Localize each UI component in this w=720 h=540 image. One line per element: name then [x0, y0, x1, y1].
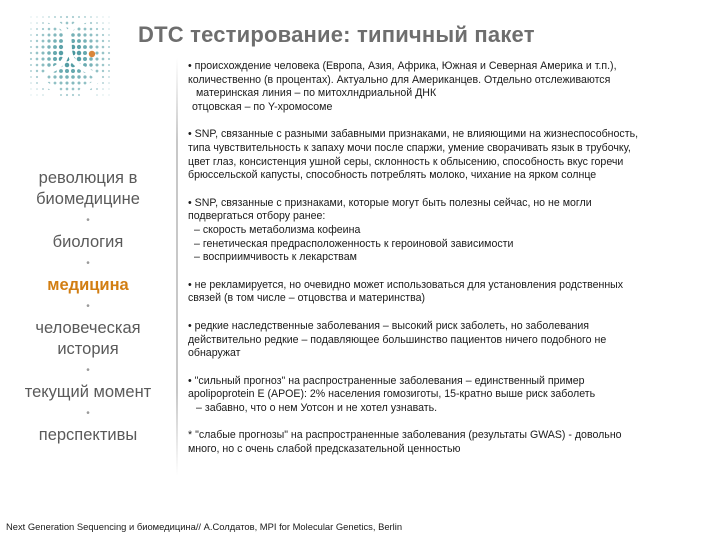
logo-dot [36, 16, 37, 17]
text-line: отцовская – по Y-хромосоме [192, 100, 333, 113]
logo-dot [53, 45, 57, 49]
sidebar-item-medicine[interactable]: медицина [47, 276, 129, 294]
logo-accent-dot [89, 51, 95, 57]
logo-dot [83, 45, 87, 49]
text-line: • происхождение человека (Европа, Азия, Африка, Южная и Северная Америка и т.п.), [188, 60, 617, 72]
logo-dot [77, 45, 81, 49]
sidebar-item-label-line-2: биомедицине [36, 190, 140, 208]
logo-dot [59, 45, 63, 49]
logo-dot [102, 34, 104, 36]
logo-dot [72, 16, 74, 18]
logo-dot [78, 16, 80, 18]
logo-dot [71, 81, 74, 84]
text-line: количественно (в процентах). Актуально для Американцев. Отдельно отслеживаются [188, 73, 611, 86]
bullet-kinship [188, 279, 710, 306]
logo-dot [30, 28, 32, 30]
content-body [188, 60, 710, 471]
sub-item: – генетическая предрасположенность к героиновой зависимости [194, 237, 514, 250]
logo-dot [42, 94, 44, 96]
logo-dot [41, 45, 44, 48]
logo-dot [102, 58, 105, 61]
logo-dot [102, 16, 103, 17]
logo-dot [59, 33, 62, 36]
logo-dot [65, 75, 69, 79]
logo-dot [96, 88, 98, 90]
footer-credit: Next Generation Sequencing и биомедицина// А.Солдатов, MPI for Molecular Genetics, Berlin [6, 521, 403, 532]
logo-dot [41, 51, 44, 54]
logo-dot [60, 88, 63, 91]
logo-dot [89, 39, 92, 42]
page-title: DTC тестирование: типичный пакет [138, 22, 535, 47]
logo-dot [53, 57, 57, 61]
logo-dot [90, 16, 92, 18]
logo-dot [96, 22, 98, 24]
sidebar-item-current-moment[interactable]: текущий момент [24, 383, 152, 401]
logo-dot [36, 34, 38, 36]
logo-dot [30, 22, 31, 23]
logo-dot [90, 28, 93, 31]
bullet-fun-snp [188, 128, 710, 182]
logo-dot [108, 94, 109, 95]
sidebar-separator: • [86, 258, 90, 269]
logo-dot [42, 16, 44, 18]
logo-dot [53, 51, 57, 55]
logo-dot [30, 46, 32, 48]
logo-dot [108, 52, 110, 54]
sidebar-nav [8, 168, 168, 446]
logo-dot [71, 75, 75, 79]
logo-dot [59, 39, 63, 43]
logo-dot [36, 70, 38, 72]
logo-dot [108, 76, 110, 78]
logo-dot [30, 94, 31, 95]
logo-dot [95, 45, 98, 48]
sidebar-separator: • [86, 301, 90, 312]
logo-dot [96, 70, 99, 73]
logo-dot [108, 22, 109, 23]
logo-dot [36, 22, 38, 24]
logo-dot [108, 46, 110, 48]
logo-dot [108, 28, 110, 30]
logo-dot [102, 94, 103, 95]
logo-dot [65, 81, 68, 84]
text-line: брюссельской капусты, способность потреблять молоко, чихание на ярком солнце [188, 169, 597, 182]
logo-dot [59, 81, 62, 84]
text-line: подвергаться отбору ранее: [188, 210, 326, 223]
logo-dot [95, 51, 98, 54]
logo-dot [83, 33, 86, 36]
logo-dot [59, 69, 63, 73]
sidebar-item-revolution[interactable] [8, 168, 168, 210]
logo-dot [77, 81, 80, 84]
logo-dot [30, 64, 32, 66]
logo-dot [30, 52, 32, 54]
logo-dot [66, 94, 68, 96]
text-line: • "сильный прогноз" на распространенные заболевания – единственный пример [188, 374, 585, 387]
logo-dot [36, 94, 37, 95]
logo-dot [108, 70, 110, 72]
logo-dot [102, 70, 104, 72]
text-line: много, но с очень слабой предсказательной ценностью [188, 443, 461, 456]
logo-dot [47, 39, 50, 42]
logo-dot [66, 88, 69, 91]
text-line: цвет глаз, консистенция ушной серы, склонность к облысению, способность вкус горечи [188, 155, 624, 168]
logo-dot [53, 75, 56, 78]
logo-dot [78, 94, 80, 96]
logo-dot [42, 88, 44, 90]
logo-dot [96, 40, 99, 43]
logo-dot [53, 33, 56, 36]
logo-dot [102, 28, 104, 30]
sidebar-item-label-line-1: человеческая [35, 319, 141, 337]
logo-dot [30, 88, 31, 89]
logo-dot [95, 57, 98, 60]
sidebar-separator: • [86, 408, 90, 419]
logo-dot [60, 16, 62, 18]
logo-dot [36, 76, 38, 78]
logo-dot [102, 82, 104, 84]
sidebar-separator: • [86, 365, 90, 376]
logo-dot [36, 82, 38, 84]
sidebar-item-biology[interactable]: биология [52, 233, 124, 251]
logo-dot [108, 58, 110, 60]
logo-dot [54, 16, 56, 18]
sidebar-item-perspectives[interactable]: перспективы [38, 426, 138, 444]
logo-dot [96, 94, 98, 96]
logo-dot [54, 82, 57, 85]
text-line: * "слабые прогнозы" на распространенные заболевания (результаты GWAS) - довольно [188, 429, 622, 442]
text-line: действительно редкие – подавляющее большинство пациентов ничего подобного не [188, 333, 607, 346]
text-line: материнская линия – по митохлндриальной ДНК [196, 87, 437, 100]
logo-dot [54, 28, 57, 31]
bullet-ancestry [188, 60, 710, 114]
logo-dot [108, 64, 110, 66]
logo-dot [102, 22, 104, 24]
logo-dot [90, 34, 93, 37]
logo-dot [42, 40, 45, 43]
logo-dot [72, 88, 75, 91]
logo-dot [83, 57, 87, 61]
logo-dot [95, 63, 98, 66]
logo-dot [47, 45, 50, 48]
logo-dot [65, 69, 69, 73]
logo-dot [96, 16, 98, 18]
logo-dot [71, 69, 75, 73]
text-line: apolipoprotein E (APOE): 2% населения гомозиготы, 15-кратно выше риск заболеть [188, 388, 596, 401]
logo-dot [48, 34, 51, 37]
logo-dot [66, 16, 68, 18]
logo-dot [96, 28, 98, 30]
logo-dot [71, 33, 75, 37]
text-line: обнаружат [188, 347, 241, 360]
logo-dot [108, 16, 109, 17]
logo-dot [77, 75, 80, 78]
text-line: • SNP, связанные с признаками, которые могут быть полезны сейчас, но не могли [188, 196, 592, 209]
logo-dot [84, 82, 87, 85]
logo-dot [83, 39, 87, 43]
logo-dot [77, 27, 80, 30]
logo-dot [102, 76, 104, 78]
logo-dot [60, 94, 62, 96]
logo-dot [36, 58, 39, 61]
logo-dot [72, 94, 74, 96]
logo-dot [42, 22, 44, 24]
logo-dot [48, 28, 51, 31]
logo-dot [102, 52, 105, 55]
logo-dot [84, 16, 86, 18]
logo-dot [108, 34, 110, 36]
logo-dot [30, 58, 32, 60]
logo-dot [102, 88, 104, 90]
bullet-strong-prognosis [188, 375, 710, 416]
logo-dot [42, 70, 45, 73]
logo-dot [59, 75, 62, 78]
sidebar-item-human-history[interactable] [8, 318, 168, 360]
logo-dot [30, 70, 32, 72]
bullet-useful-snp [188, 197, 710, 265]
logo-dot [83, 75, 86, 78]
logo-dot [36, 88, 38, 90]
vertical-divider [176, 58, 178, 476]
text-line: • не рекламируется, но очевидно может использоваться для установления родственных [188, 278, 624, 291]
logo-dot [65, 63, 69, 67]
logo-dot [36, 28, 38, 30]
dna-logo [28, 14, 112, 98]
logo-dot [102, 46, 105, 49]
logo-dot [41, 57, 44, 60]
logo-dot [102, 64, 105, 67]
logo-dot [66, 22, 69, 25]
logo-dot [84, 28, 87, 31]
logo-dot [53, 39, 57, 43]
logo-dot [77, 57, 81, 61]
logo-dot [59, 51, 63, 55]
text-line: • SNP, связанные с разными забавными признаками, не влияющими на жизнеспособность, [188, 128, 639, 141]
logo-dot [48, 76, 51, 79]
logo-dot [102, 40, 104, 42]
logo-dot [30, 82, 32, 84]
text-line: • редкие наследственные заболевания – высокий риск заболеть, но заболевания [188, 319, 590, 332]
logo-dot [42, 34, 45, 37]
text-line: – забавно, что о нем Уотсон и не хотел узнавать. [196, 401, 438, 414]
logo-dot [30, 34, 32, 36]
logo-dot [89, 57, 93, 61]
logo-dot [36, 64, 39, 67]
logo-dot [42, 28, 44, 30]
logo-dot [30, 76, 32, 78]
sub-item: – восприимчивость к лекарствам [194, 251, 357, 264]
bullet-rare-diseases [188, 320, 710, 361]
text-line: типа чувствительность к запаху мочи после спаржи, умение сворачивать язык в трубочку, [188, 141, 631, 154]
logo-dot [41, 63, 44, 66]
logo-dot [77, 51, 81, 55]
logo-dot [36, 40, 38, 42]
sub-item: – скорость метаболизма кофеина [194, 223, 361, 236]
logo-dot [36, 46, 39, 49]
logo-dot [47, 51, 51, 55]
text-line: связей (в том числе – отцовства и материнства) [188, 292, 426, 305]
logo-dot [89, 63, 92, 66]
logo-dot [108, 88, 109, 89]
logo-dot [83, 51, 87, 55]
logo-dot [77, 33, 80, 36]
sidebar-item-label-line-1: революция в [38, 169, 138, 187]
logo-dot [108, 82, 110, 84]
logo-dot [30, 40, 32, 42]
logo-dot [89, 45, 92, 48]
logo-dot [90, 22, 92, 24]
logo-dot [96, 34, 99, 37]
logo-dot [48, 16, 50, 18]
logo-dot [47, 63, 50, 66]
sidebar-item-label-line-2: история [57, 340, 119, 358]
bullet-weak-prognosis [188, 429, 710, 456]
logo-dot [77, 39, 81, 43]
logo-dot [108, 40, 110, 42]
logo-dot [30, 16, 31, 17]
sidebar-separator: • [86, 215, 90, 226]
logo-dot [47, 57, 51, 61]
logo-dot [36, 52, 39, 55]
